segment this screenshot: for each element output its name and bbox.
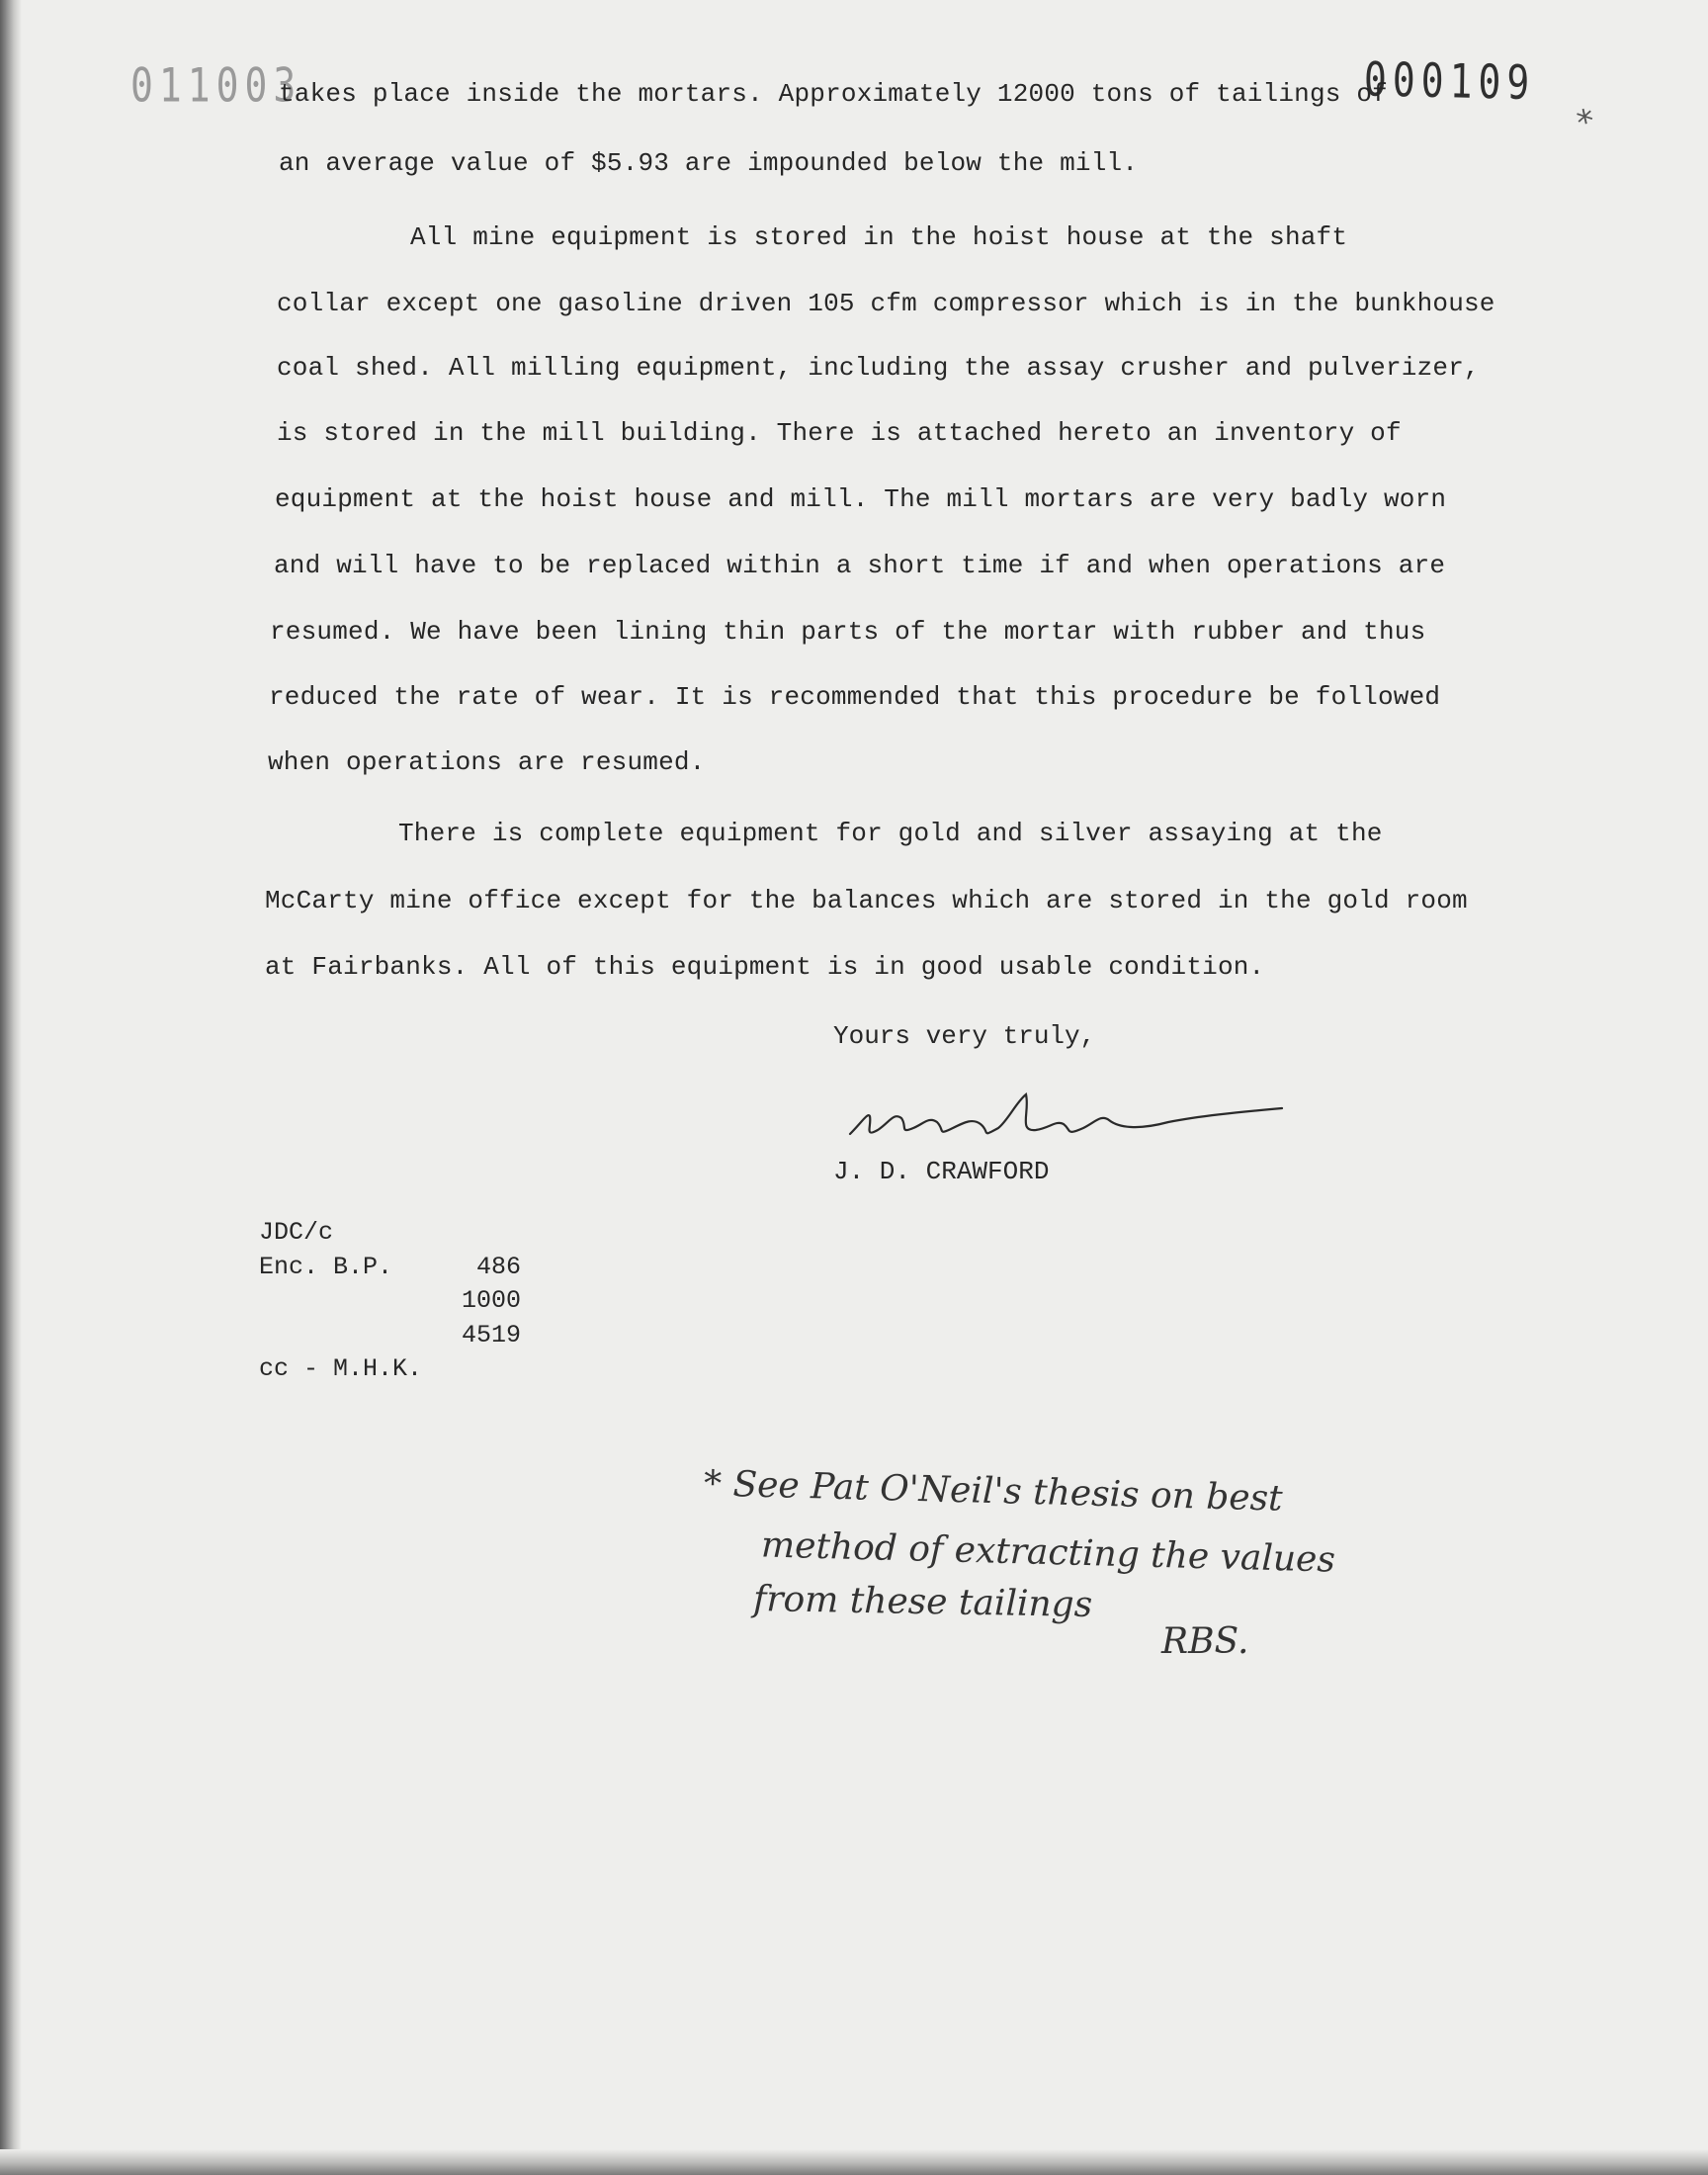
scan-edge-left xyxy=(0,0,22,2175)
margin-asterisk: * xyxy=(1574,101,1598,144)
note-line: from these tailings xyxy=(752,1579,1093,1625)
note-line: method of extracting the values xyxy=(760,1524,1336,1581)
signer-name: J. D. CRAWFORD xyxy=(833,1157,1050,1186)
body-line: at Fairbanks. All of this equipment is in good usable condition. xyxy=(265,952,1265,982)
body-line: equipment at the hoist house and mill. The mill mortars are very badly worn xyxy=(275,484,1447,514)
body-line: takes place inside the mortars. Approximately 12000 tons of tailings of xyxy=(279,79,1388,109)
enclosure-item: 1000 xyxy=(462,1286,522,1315)
body-line: and will have to be replaced within a short time if and when operations are xyxy=(274,551,1446,580)
body-line: an average value of $5.93 are impounded below the mill. xyxy=(279,148,1139,178)
page-stamp-right: 000109 xyxy=(1363,51,1536,111)
signature xyxy=(842,1083,1297,1167)
enclosure-label: Enc. B.P. xyxy=(259,1253,393,1281)
closing-salutation: Yours very truly, xyxy=(833,1021,1096,1051)
body-line: reduced the rate of wear. It is recommended that this procedure be followed xyxy=(269,682,1441,712)
enclosure-item: 486 xyxy=(476,1253,522,1281)
body-line: when operations are resumed. xyxy=(268,747,706,777)
body-line: collar except one gasoline driven 105 cfm compressor which is in the bunkhouse xyxy=(277,289,1495,318)
page-stamp-left: 011003 xyxy=(130,57,302,113)
typist-initials: JDC/c xyxy=(259,1218,334,1247)
body-line: All mine equipment is stored in the hoist house at the shaft xyxy=(410,222,1348,252)
body-line: There is complete equipment for gold and silver assaying at the xyxy=(398,819,1383,848)
carbon-copy: cc - M.H.K. xyxy=(259,1354,423,1383)
note-line: * See Pat O'Neil's thesis on best xyxy=(703,1463,1284,1520)
scan-edge-bottom xyxy=(0,2149,1708,2175)
note-initials: RBS. xyxy=(1161,1621,1249,1662)
body-line: McCarty mine office except for the balances which are stored in the gold room xyxy=(265,886,1468,915)
body-line: resumed. We have been lining thin parts of the mortar with rubber and thus xyxy=(270,617,1426,647)
body-line: is stored in the mill building. There is attached hereto an inventory of xyxy=(277,418,1402,448)
body-line: coal shed. All milling equipment, including the assay crusher and pulverizer, xyxy=(277,353,1480,383)
enclosure-item: 4519 xyxy=(462,1321,522,1349)
